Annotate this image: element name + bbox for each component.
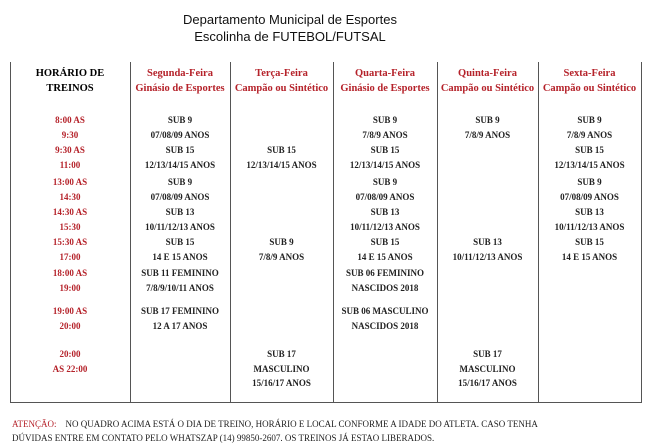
column-header-text: Ginásio de Esportes [340, 83, 430, 94]
cell-text: 14 E 15 ANOS [561, 251, 618, 262]
time-text: 17:00 [59, 251, 81, 262]
cell-text: 07/08/09 ANOS [355, 191, 415, 202]
cell-text: 7/8/9/10/11 ANOS [146, 282, 214, 293]
time-text: 19:00 AS [52, 306, 88, 316]
cell-text: MASCULINO [253, 363, 310, 374]
column-header-text: Sexta-Feira [563, 68, 616, 79]
column-header-text: HORÁRIO DE [35, 68, 105, 79]
schedule-cell [230, 235, 333, 264]
cell-text: 14 E 15 ANOS [152, 251, 208, 262]
cell-text: SUB 9 [372, 177, 398, 187]
schedule-cell [130, 266, 230, 295]
time-text: AS 22:00 [52, 363, 88, 374]
cell-text: 7/8/9 ANOS [464, 129, 511, 140]
cell-text: SUB 9 [167, 177, 193, 187]
cell-text: 10/11/12/13 ANOS [452, 251, 523, 262]
cell-text: SUB 9 [475, 115, 500, 125]
schedule-cell [333, 304, 437, 333]
schedule-cell [333, 143, 437, 172]
time-slot [10, 304, 130, 333]
footer-line-2: DÚVIDAS ENTRE EM CONTATO PELO WHATSZAP (14) 99850-2607. OS TREINOS JÁ ESTAO LIBERADOS. [12, 433, 435, 443]
schedule-cell [130, 235, 230, 264]
time-text: 19:00 [59, 282, 81, 293]
column-header-text: Campão ou Sintético [440, 83, 535, 94]
cell-text: SUB 11 FEMININO [141, 268, 219, 278]
time-text: 8:00 AS [55, 115, 85, 125]
column-header-text: Campão ou Sintético [542, 83, 637, 94]
cell-text: MASCULINO [459, 363, 516, 374]
schedule-cell [230, 143, 333, 172]
cell-text: SUB 15 [575, 237, 604, 247]
schedule-cell [437, 113, 538, 142]
time-slot [10, 205, 130, 234]
cell-text: SUB 06 MASCULINO [341, 306, 429, 316]
column-header-text: Campão ou Sintético [234, 83, 329, 94]
cell-text: 07/08/09 ANOS [150, 129, 210, 140]
column-header-text: TREINOS [46, 83, 94, 94]
schedule-cell [538, 175, 641, 204]
cell-text: SUB 15 [165, 237, 195, 247]
footer-line-1 [12, 417, 538, 431]
time-text: 9:30 AS [55, 145, 85, 155]
column-header-text: Ginásio de Esportes [135, 83, 225, 94]
cell-text: SUB 17 FEMININO [140, 306, 219, 316]
schedule-cell [437, 235, 538, 264]
cell-text: SUB 17 [473, 349, 502, 359]
column-header [333, 66, 437, 96]
cell-text: 07/08/09 ANOS [150, 191, 210, 202]
table-bottom-border [10, 402, 642, 403]
cell-text: 12/13/14/15 ANOS [349, 159, 421, 170]
time-text: 9:30 [61, 129, 79, 140]
schedule-cell [538, 205, 641, 234]
cell-text: NASCIDOS 2018 [351, 282, 419, 293]
time-text: 13:00 AS [52, 177, 88, 187]
time-slot [10, 347, 130, 376]
cell-text: 14 E 15 ANOS [357, 251, 413, 262]
cell-text: 12/13/14/15 ANOS [554, 159, 625, 170]
time-slot [10, 175, 130, 204]
schedule-cell [333, 235, 437, 264]
cell-text: SUB 13 [370, 207, 400, 217]
cell-text: SUB 15 [575, 145, 604, 155]
column-header [230, 66, 333, 96]
cell-text: 12 A 17 ANOS [152, 320, 208, 331]
cell-text: SUB 17 [267, 349, 296, 359]
schedule-cell [130, 205, 230, 234]
schedule-cell [538, 235, 641, 264]
time-text: 14:30 AS [52, 207, 88, 217]
cell-text: SUB 13 [575, 207, 604, 217]
column-header [437, 66, 538, 96]
column-header-text: Segunda-Feira [147, 68, 213, 79]
cell-text: SUB 06 FEMININO [345, 268, 424, 278]
schedule-cell [230, 347, 333, 391]
column-header [538, 66, 641, 96]
cell-text: SUB 15 [370, 145, 400, 155]
cell-text: 12/13/14/15 ANOS [246, 159, 317, 170]
cell-text: 12/13/14/15 ANOS [144, 159, 216, 170]
time-text: 15:30 AS [52, 237, 88, 247]
time-slot [10, 143, 130, 172]
time-text: 20:00 [59, 320, 81, 331]
schedule-cell [538, 113, 641, 142]
cell-text: SUB 9 [167, 115, 193, 125]
column-divider [641, 62, 642, 403]
attention-label: ATENÇÃO: [12, 419, 57, 429]
time-text: 18:00 AS [52, 268, 88, 278]
cell-text: SUB 9 [577, 115, 602, 125]
schedule-cell [130, 113, 230, 142]
column-header [130, 66, 230, 96]
column-header-text: Terça-Feira [255, 68, 308, 79]
cell-text: 10/11/12/13 ANOS [145, 221, 215, 232]
cell-text: 7/8/9 ANOS [362, 129, 408, 140]
time-slot [10, 266, 130, 295]
schedule-cell [333, 266, 437, 295]
page-subtitle: Escolinha de FUTEBOL/FUTSAL [194, 29, 386, 44]
schedule-cell [333, 113, 437, 142]
column-header-text: Quarta-Feira [354, 68, 416, 79]
page-title: Departamento Municipal de Esportes [183, 12, 397, 27]
schedule-cell [538, 143, 641, 172]
schedule-cell [130, 175, 230, 204]
cell-text: 10/11/12/13 ANOS [554, 221, 625, 232]
cell-text: SUB 15 [370, 237, 400, 247]
cell-text: NASCIDOS 2018 [351, 320, 419, 331]
cell-text: 15/16/17 ANOS [252, 378, 311, 388]
column-header [10, 66, 130, 96]
schedule-cell [130, 304, 230, 333]
schedule-cell [437, 347, 538, 391]
column-header-text: Quinta-Feira [458, 68, 517, 79]
cell-text: SUB 13 [473, 237, 502, 247]
cell-text: 10/11/12/13 ANOS [350, 221, 420, 232]
cell-text: SUB 15 [165, 145, 195, 155]
cell-text: SUB 13 [165, 207, 195, 217]
schedule-cell [130, 143, 230, 172]
time-slot [10, 113, 130, 142]
attention-text: NO QUADRO ACIMA ESTÁ O DIA DE TREINO, HORÁRIO E LOCAL CONFORME A IDADE DO ATLETA. CASO TENHA [65, 419, 538, 429]
schedule-cell [333, 175, 437, 204]
cell-text: 7/8/9 ANOS [258, 251, 305, 262]
time-slot [10, 235, 130, 264]
time-text: 15:30 [59, 221, 81, 232]
time-text: 11:00 [59, 159, 81, 170]
cell-text: 07/08/09 ANOS [560, 191, 619, 202]
time-text: 20:00 [59, 349, 81, 359]
time-text: 14:30 [59, 191, 81, 202]
schedule-cell [333, 205, 437, 234]
cell-text: 15/16/17 ANOS [458, 378, 517, 388]
cell-text: SUB 15 [267, 145, 296, 155]
cell-text: SUB 9 [372, 115, 398, 125]
cell-text: SUB 9 [269, 237, 294, 247]
cell-text: SUB 9 [577, 177, 602, 187]
cell-text: 7/8/9 ANOS [566, 129, 613, 140]
